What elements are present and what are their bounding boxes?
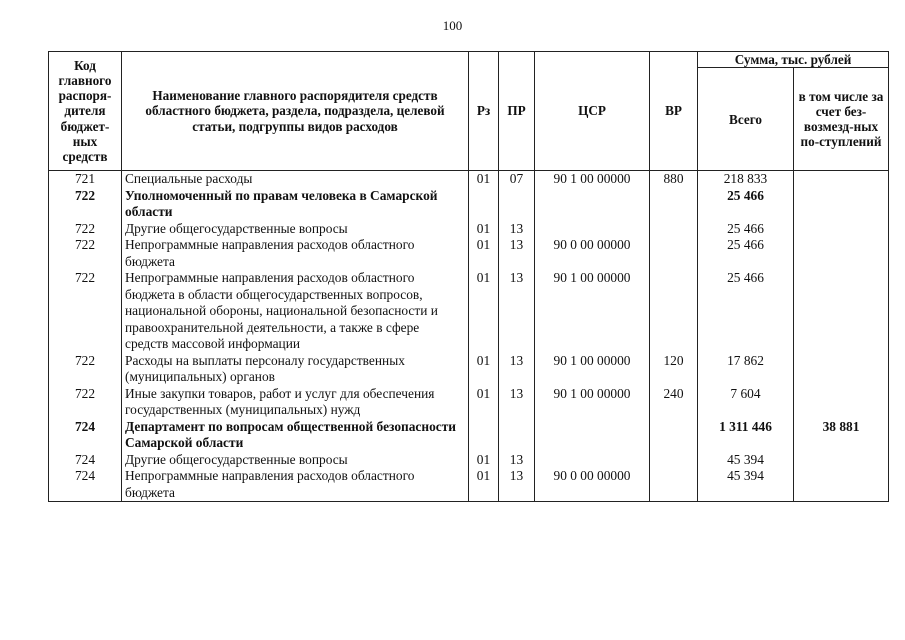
header-csr: ЦСР: [535, 52, 650, 171]
header-name: Наименование главного распорядителя средств областного бюджета, раздела, подраздела, целевой статьи, подгруппы видов расходов: [122, 52, 469, 171]
row-code: 722: [49, 188, 122, 221]
row-code: 724: [49, 419, 122, 452]
header-sum-group: Сумма, тыс. рублей: [698, 52, 889, 68]
row-csr: 90 1 00 00000: [535, 386, 650, 419]
row-total: 7 604: [698, 386, 794, 419]
row-name: Другие общегосударственные вопросы: [122, 221, 469, 238]
row-vr: 120: [650, 353, 698, 386]
row-name: Другие общегосударственные вопросы: [122, 452, 469, 469]
row-total: 17 862: [698, 353, 794, 386]
row-code: 722: [49, 237, 122, 270]
row-pr: 13: [499, 270, 535, 353]
row-csr: 90 1 00 00000: [535, 171, 650, 188]
header-total: Всего: [698, 68, 794, 171]
row-grants: 38 881: [794, 419, 889, 452]
row-total: 25 466: [698, 270, 794, 353]
row-csr: 90 0 00 00000: [535, 237, 650, 270]
table-row: [49, 419, 889, 452]
row-grants: [794, 188, 889, 221]
row-vr: [650, 452, 698, 469]
row-name: Непрограммные направления расходов областного бюджета: [122, 468, 469, 502]
header-rz: Рз: [469, 52, 499, 171]
row-rz: 01: [469, 353, 499, 386]
row-total: 25 466: [698, 188, 794, 221]
budget-table: [48, 51, 889, 502]
row-csr: [535, 419, 650, 452]
row-pr: 13: [499, 452, 535, 469]
row-rz: [469, 188, 499, 221]
row-code: 722: [49, 386, 122, 419]
row-pr: [499, 188, 535, 221]
row-grants: [794, 237, 889, 270]
row-grants: [794, 386, 889, 419]
row-csr: [535, 188, 650, 221]
header-grants: в том числе за счет без-возмезд-ных по-ступлений: [794, 68, 889, 171]
row-total: 45 394: [698, 452, 794, 469]
row-code: 722: [49, 270, 122, 353]
row-csr: 90 1 00 00000: [535, 353, 650, 386]
table-row: [49, 270, 889, 353]
row-rz: 01: [469, 468, 499, 502]
row-rz: 01: [469, 386, 499, 419]
row-pr: 13: [499, 221, 535, 238]
row-pr: 13: [499, 468, 535, 502]
row-grants: [794, 221, 889, 238]
row-csr: 90 0 00 00000: [535, 468, 650, 502]
row-name: Непрограммные направления расходов областного бюджета: [122, 237, 469, 270]
row-vr: [650, 237, 698, 270]
row-code: 722: [49, 353, 122, 386]
row-name: Департамент по вопросам общественной безопасности Самарской области: [122, 419, 469, 452]
header-code: Код главного распоря-дителя бюджет-ных средств: [49, 52, 122, 171]
row-rz: 01: [469, 270, 499, 353]
row-name: Специальные расходы: [122, 171, 469, 188]
table-row: [49, 221, 889, 238]
row-name: Расходы на выплаты персоналу государственных (муниципальных) органов: [122, 353, 469, 386]
header-vr: ВР: [650, 52, 698, 171]
table-row: [49, 353, 889, 386]
row-code: 722: [49, 221, 122, 238]
row-pr: 13: [499, 386, 535, 419]
row-total: 45 394: [698, 468, 794, 502]
row-grants: [794, 171, 889, 188]
row-vr: [650, 221, 698, 238]
row-csr: [535, 221, 650, 238]
table-row: [49, 468, 889, 502]
row-rz: 01: [469, 221, 499, 238]
row-total: 25 466: [698, 237, 794, 270]
row-rz: 01: [469, 171, 499, 188]
row-rz: 01: [469, 452, 499, 469]
row-vr: 240: [650, 386, 698, 419]
table-row: [49, 171, 889, 188]
row-name: Иные закупки товаров, работ и услуг для обеспечения государственных (муниципальных) нужд: [122, 386, 469, 419]
row-vr: [650, 188, 698, 221]
row-name: Непрограммные направления расходов областного бюджета в области общегосударственных вопросов, национальной обороны, национальной безопасности и правоохранительной деятельности, а также в сфере средств массовой информации: [122, 270, 469, 353]
row-total: 1 311 446: [698, 419, 794, 452]
table-body: [49, 171, 889, 502]
row-rz: 01: [469, 237, 499, 270]
table-row: [49, 188, 889, 221]
row-pr: 13: [499, 353, 535, 386]
row-vr: [650, 419, 698, 452]
table-row: [49, 386, 889, 419]
header-pr: ПР: [499, 52, 535, 171]
row-code: 721: [49, 171, 122, 188]
row-rz: [469, 419, 499, 452]
table-header: [49, 52, 889, 171]
row-grants: [794, 452, 889, 469]
row-total: 25 466: [698, 221, 794, 238]
row-grants: [794, 270, 889, 353]
row-total: 218 833: [698, 171, 794, 188]
table-row: [49, 237, 889, 270]
row-pr: [499, 419, 535, 452]
row-csr: [535, 452, 650, 469]
row-code: 724: [49, 452, 122, 469]
page-number: 100: [442, 18, 463, 33]
row-name: Уполномоченный по правам человека в Самарской области: [122, 188, 469, 221]
row-vr: 880: [650, 171, 698, 188]
row-pr: 13: [499, 237, 535, 270]
row-vr: [650, 270, 698, 353]
row-grants: [794, 468, 889, 502]
row-grants: [794, 353, 889, 386]
row-pr: 07: [499, 171, 535, 188]
row-vr: [650, 468, 698, 502]
row-code: 724: [49, 468, 122, 502]
row-csr: 90 1 00 00000: [535, 270, 650, 353]
table-row: [49, 452, 889, 469]
